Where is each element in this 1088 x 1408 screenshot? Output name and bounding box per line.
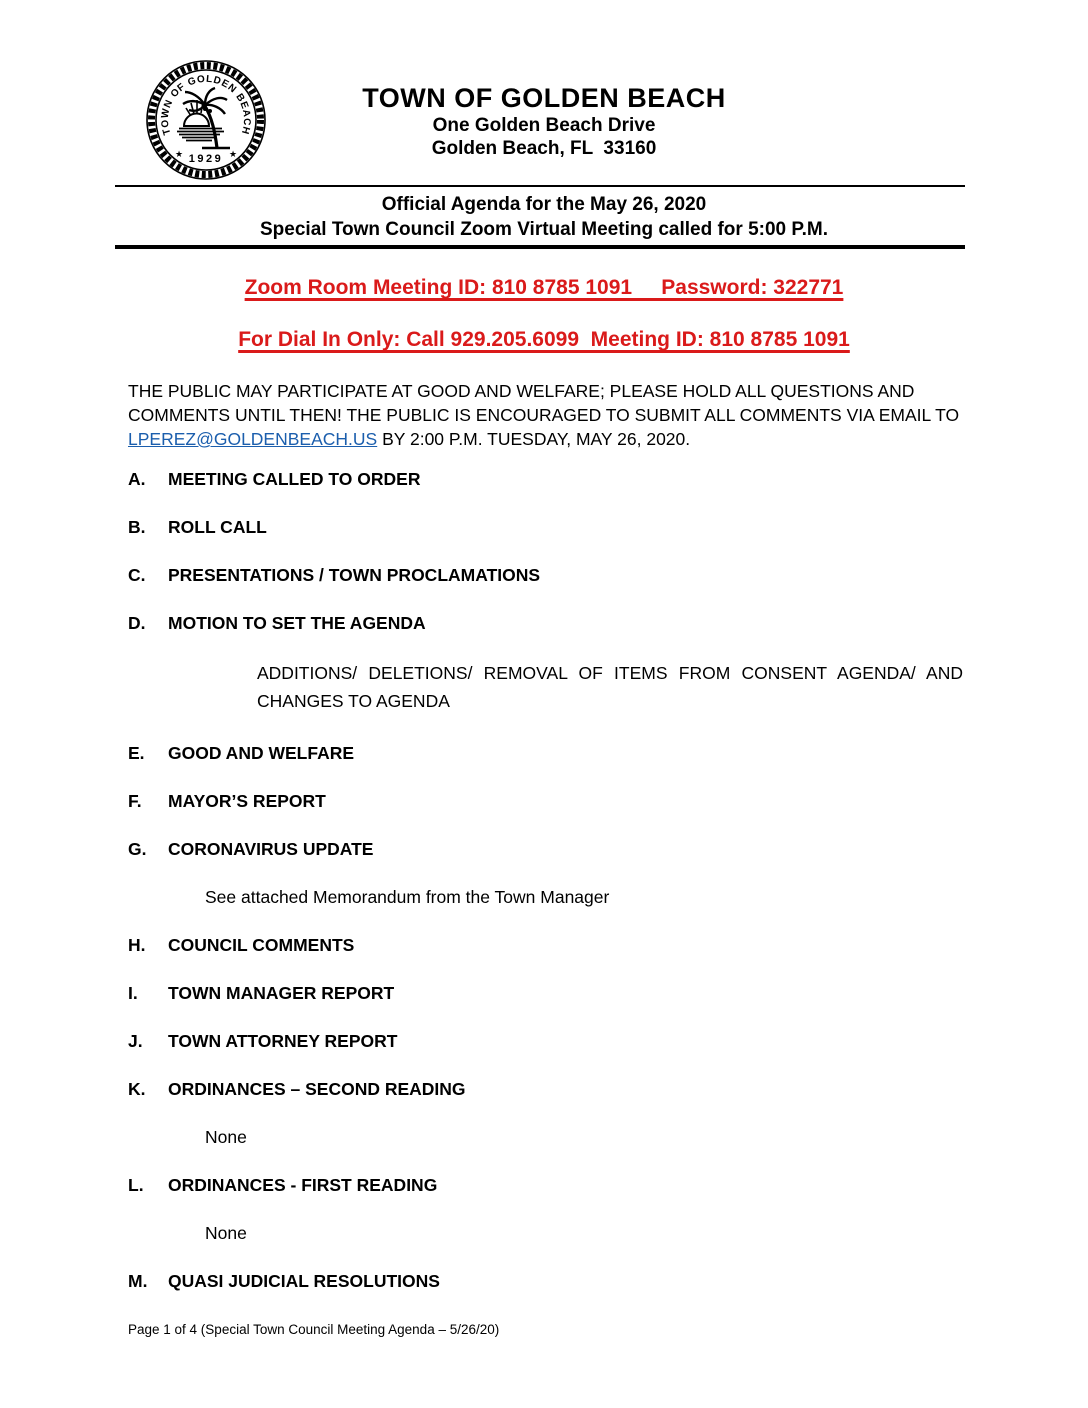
public-notice xyxy=(128,379,963,451)
agenda-item-letter: F. xyxy=(128,791,142,811)
agenda-item-letter: J. xyxy=(128,1031,143,1051)
zoom-meeting-id-line: Zoom Room Meeting ID: 810 8785 1091 Password: 322771 xyxy=(244,276,844,299)
agenda-item-c xyxy=(128,565,963,585)
agenda-item-letter: A. xyxy=(128,469,146,489)
org-name: TOWN OF GOLDEN BEACH xyxy=(362,83,726,113)
agenda-subitem-l-note: None xyxy=(205,1223,247,1243)
agenda-item-label: COUNCIL COMMENTS xyxy=(168,935,355,955)
agenda-item-letter: M. xyxy=(128,1271,148,1291)
agenda-item-letter: D. xyxy=(128,613,146,633)
agenda-item-f xyxy=(128,791,963,811)
agenda-item-letter: H. xyxy=(128,935,146,955)
agenda-item-d xyxy=(128,613,963,633)
agenda-item-label: CORONAVIRUS UPDATE xyxy=(168,839,374,859)
public-notice-text-1: THE PUBLIC MAY PARTICIPATE AT GOOD AND WELFARE; PLEASE HOLD ALL QUESTIONS AND COMMENTS UNTIL THEN! THE PUBLIC IS ENCOURAGED TO SUBMIT ALL COMMENTS VIA EMAIL TO xyxy=(128,381,960,425)
org-address-line1: One Golden Beach Drive xyxy=(432,115,656,136)
dial-in-line: For Dial In Only: Call 929.205.6099 Meeting ID: 810 8785 1091 xyxy=(238,328,850,351)
page-footer: Page 1 of 4 (Special Town Council Meeting Agenda – 5/26/20) xyxy=(128,1322,500,1337)
seal-ring-text: TOWN OF GOLDEN BEACH xyxy=(159,73,253,137)
agenda-item-e xyxy=(128,743,963,763)
seal-star-left-icon: ★ xyxy=(174,149,184,159)
agenda-list xyxy=(128,469,963,1291)
agenda-item-j xyxy=(128,1031,963,1051)
seal-year: 1929 xyxy=(188,153,224,165)
agenda-item-label: ORDINANCES - FIRST READING xyxy=(168,1175,438,1195)
agenda-item-letter: B. xyxy=(128,517,146,537)
agenda-title-line2: Special Town Council Zoom Virtual Meeting called for 5:00 P.M. xyxy=(260,219,828,240)
agenda-title-line1: Official Agenda for the May 26, 2020 xyxy=(381,194,707,215)
agenda-item-label: MEETING CALLED TO ORDER xyxy=(168,469,421,489)
agenda-subitem-d-note: ADDITIONS/ DELETIONS/ REMOVAL OF ITEMS FROM CONSENT AGENDA/ AND CHANGES TO AGENDA xyxy=(257,663,963,711)
agenda-item-g xyxy=(128,839,963,859)
seal-sun xyxy=(184,114,209,127)
agenda-item-k xyxy=(128,1079,963,1099)
agenda-item-label: QUASI JUDICIAL RESOLUTIONS xyxy=(168,1271,440,1291)
agenda-item-label: TOWN MANAGER REPORT xyxy=(168,983,395,1003)
agenda-subitem-k-note: None xyxy=(205,1127,247,1147)
town-seal-icon xyxy=(144,58,268,182)
public-notice-text-2: BY 2:00 P.M. TUESDAY, MAY 26, 2020. xyxy=(377,429,691,449)
agenda-item-letter: C. xyxy=(128,565,146,585)
agenda-item-a xyxy=(128,469,963,489)
agenda-item-label: ORDINANCES – SECOND READING xyxy=(168,1079,466,1099)
agenda-item-label: ROLL CALL xyxy=(168,517,267,537)
agenda-item-i xyxy=(128,983,963,1003)
agenda-title-block xyxy=(0,192,1088,242)
agenda-item-m xyxy=(128,1271,963,1291)
org-address-line2: Golden Beach, FL 33160 xyxy=(431,138,657,159)
divider-top xyxy=(115,185,965,187)
agenda-item-letter: G. xyxy=(128,839,147,859)
agenda-item-label: PRESENTATIONS / TOWN PROCLAMATIONS xyxy=(168,565,541,585)
agenda-item-b xyxy=(128,517,963,537)
agenda-item-label: TOWN ATTORNEY REPORT xyxy=(168,1031,398,1051)
agenda-item-letter: E. xyxy=(128,743,145,763)
agenda-item-h xyxy=(128,935,963,955)
agenda-item-letter: K. xyxy=(128,1079,146,1099)
agenda-item-letter: L. xyxy=(128,1175,144,1195)
seal-star-right-icon: ★ xyxy=(228,149,238,159)
agenda-item-letter: I. xyxy=(128,983,138,1003)
agenda-item-l xyxy=(128,1175,963,1195)
document-header xyxy=(0,0,1088,165)
agenda-subitem-g-note: See attached Memorandum from the Town Manager xyxy=(205,887,610,907)
email-link[interactable]: LPEREZ@GOLDENBEACH.US xyxy=(128,429,378,449)
agenda-item-label: MAYOR’S REPORT xyxy=(168,791,326,811)
agenda-item-label: MOTION TO SET THE AGENDA xyxy=(168,613,426,633)
agenda-item-label: GOOD AND WELFARE xyxy=(168,743,355,763)
divider-bottom xyxy=(115,245,965,249)
